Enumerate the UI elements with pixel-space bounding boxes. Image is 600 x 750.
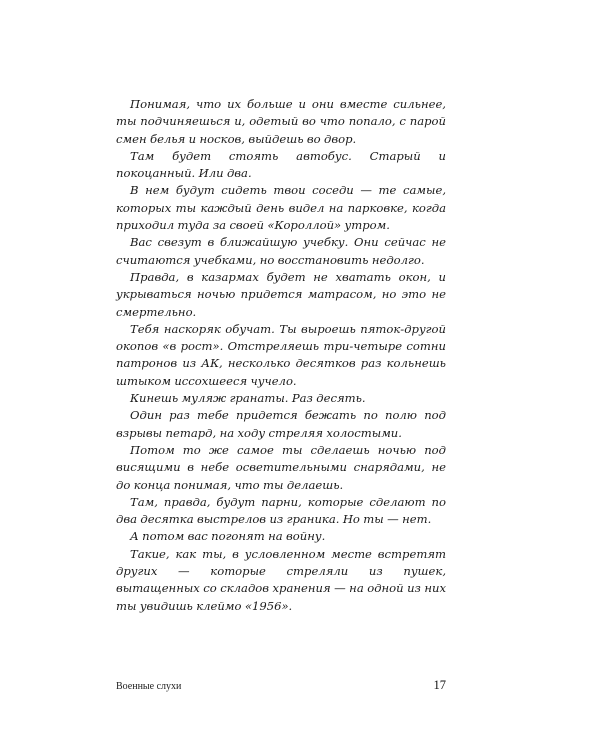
paragraph-7: Кинешь муляж гранаты. Раз десять.: [130, 391, 366, 406]
paragraph-1: Понимая, что их больше и они вместе сильнее, ты подчиняешься и, одетый во что попало, с парой смен белья и носков, выйдешь во двор.: [116, 97, 446, 146]
paragraph-5: Правда, в казармах будет не хватать окон, и укрываться ночью придется матрасом, но это не смертельно.: [116, 269, 446, 319]
page-number: 17: [433, 678, 446, 692]
paragraph-12: Такие, как ты, в условленном месте встретят других — которые стреляли из пушек, вытащенных со складов хранения — на одной из них ты увидишь клеймо «1956».: [116, 546, 446, 613]
paragraph-9: Потом то же самое ты сделаешь ночью под висящими в небе осветительными снарядами, не до конца понимая, что ты делаешь.: [116, 442, 446, 492]
paragraph-8: Один раз тебе придется бежать по полю под взрывы петард, на ходу стреляя холостыми.: [116, 408, 446, 440]
paragraph-3: В нем будут сидеть твои соседи — те самые, которых ты каждый день видел на парковке, когда приходил туда за своей «Короллой» утром.: [116, 183, 446, 233]
paragraph-2: Там будет стоять автобус. Старый и покоцанный. Или два.: [116, 148, 446, 181]
running-footer-title: Военные слухи: [116, 681, 182, 692]
paragraph-4: Вас свезут в ближайшую учебку. Они сейчас не считаются учебками, но восстановить недолго.: [116, 235, 446, 267]
body-text: [116, 96, 446, 615]
paragraph-10: Там, правда, будут парни, которые сделают по два десятка выстрелов из граника. Но ты — нет.: [116, 494, 446, 527]
paragraph-11: А потом вас погонят на войну.: [130, 529, 326, 544]
paragraph-6: Тебя наскоряк обучат. Ты выроешь пяток-другой окопов «в рост». Отстреляешь три-четыре сотни патронов из АК, несколько десятков раз кольнешь штыком иссохшееся чучело.: [116, 321, 446, 388]
